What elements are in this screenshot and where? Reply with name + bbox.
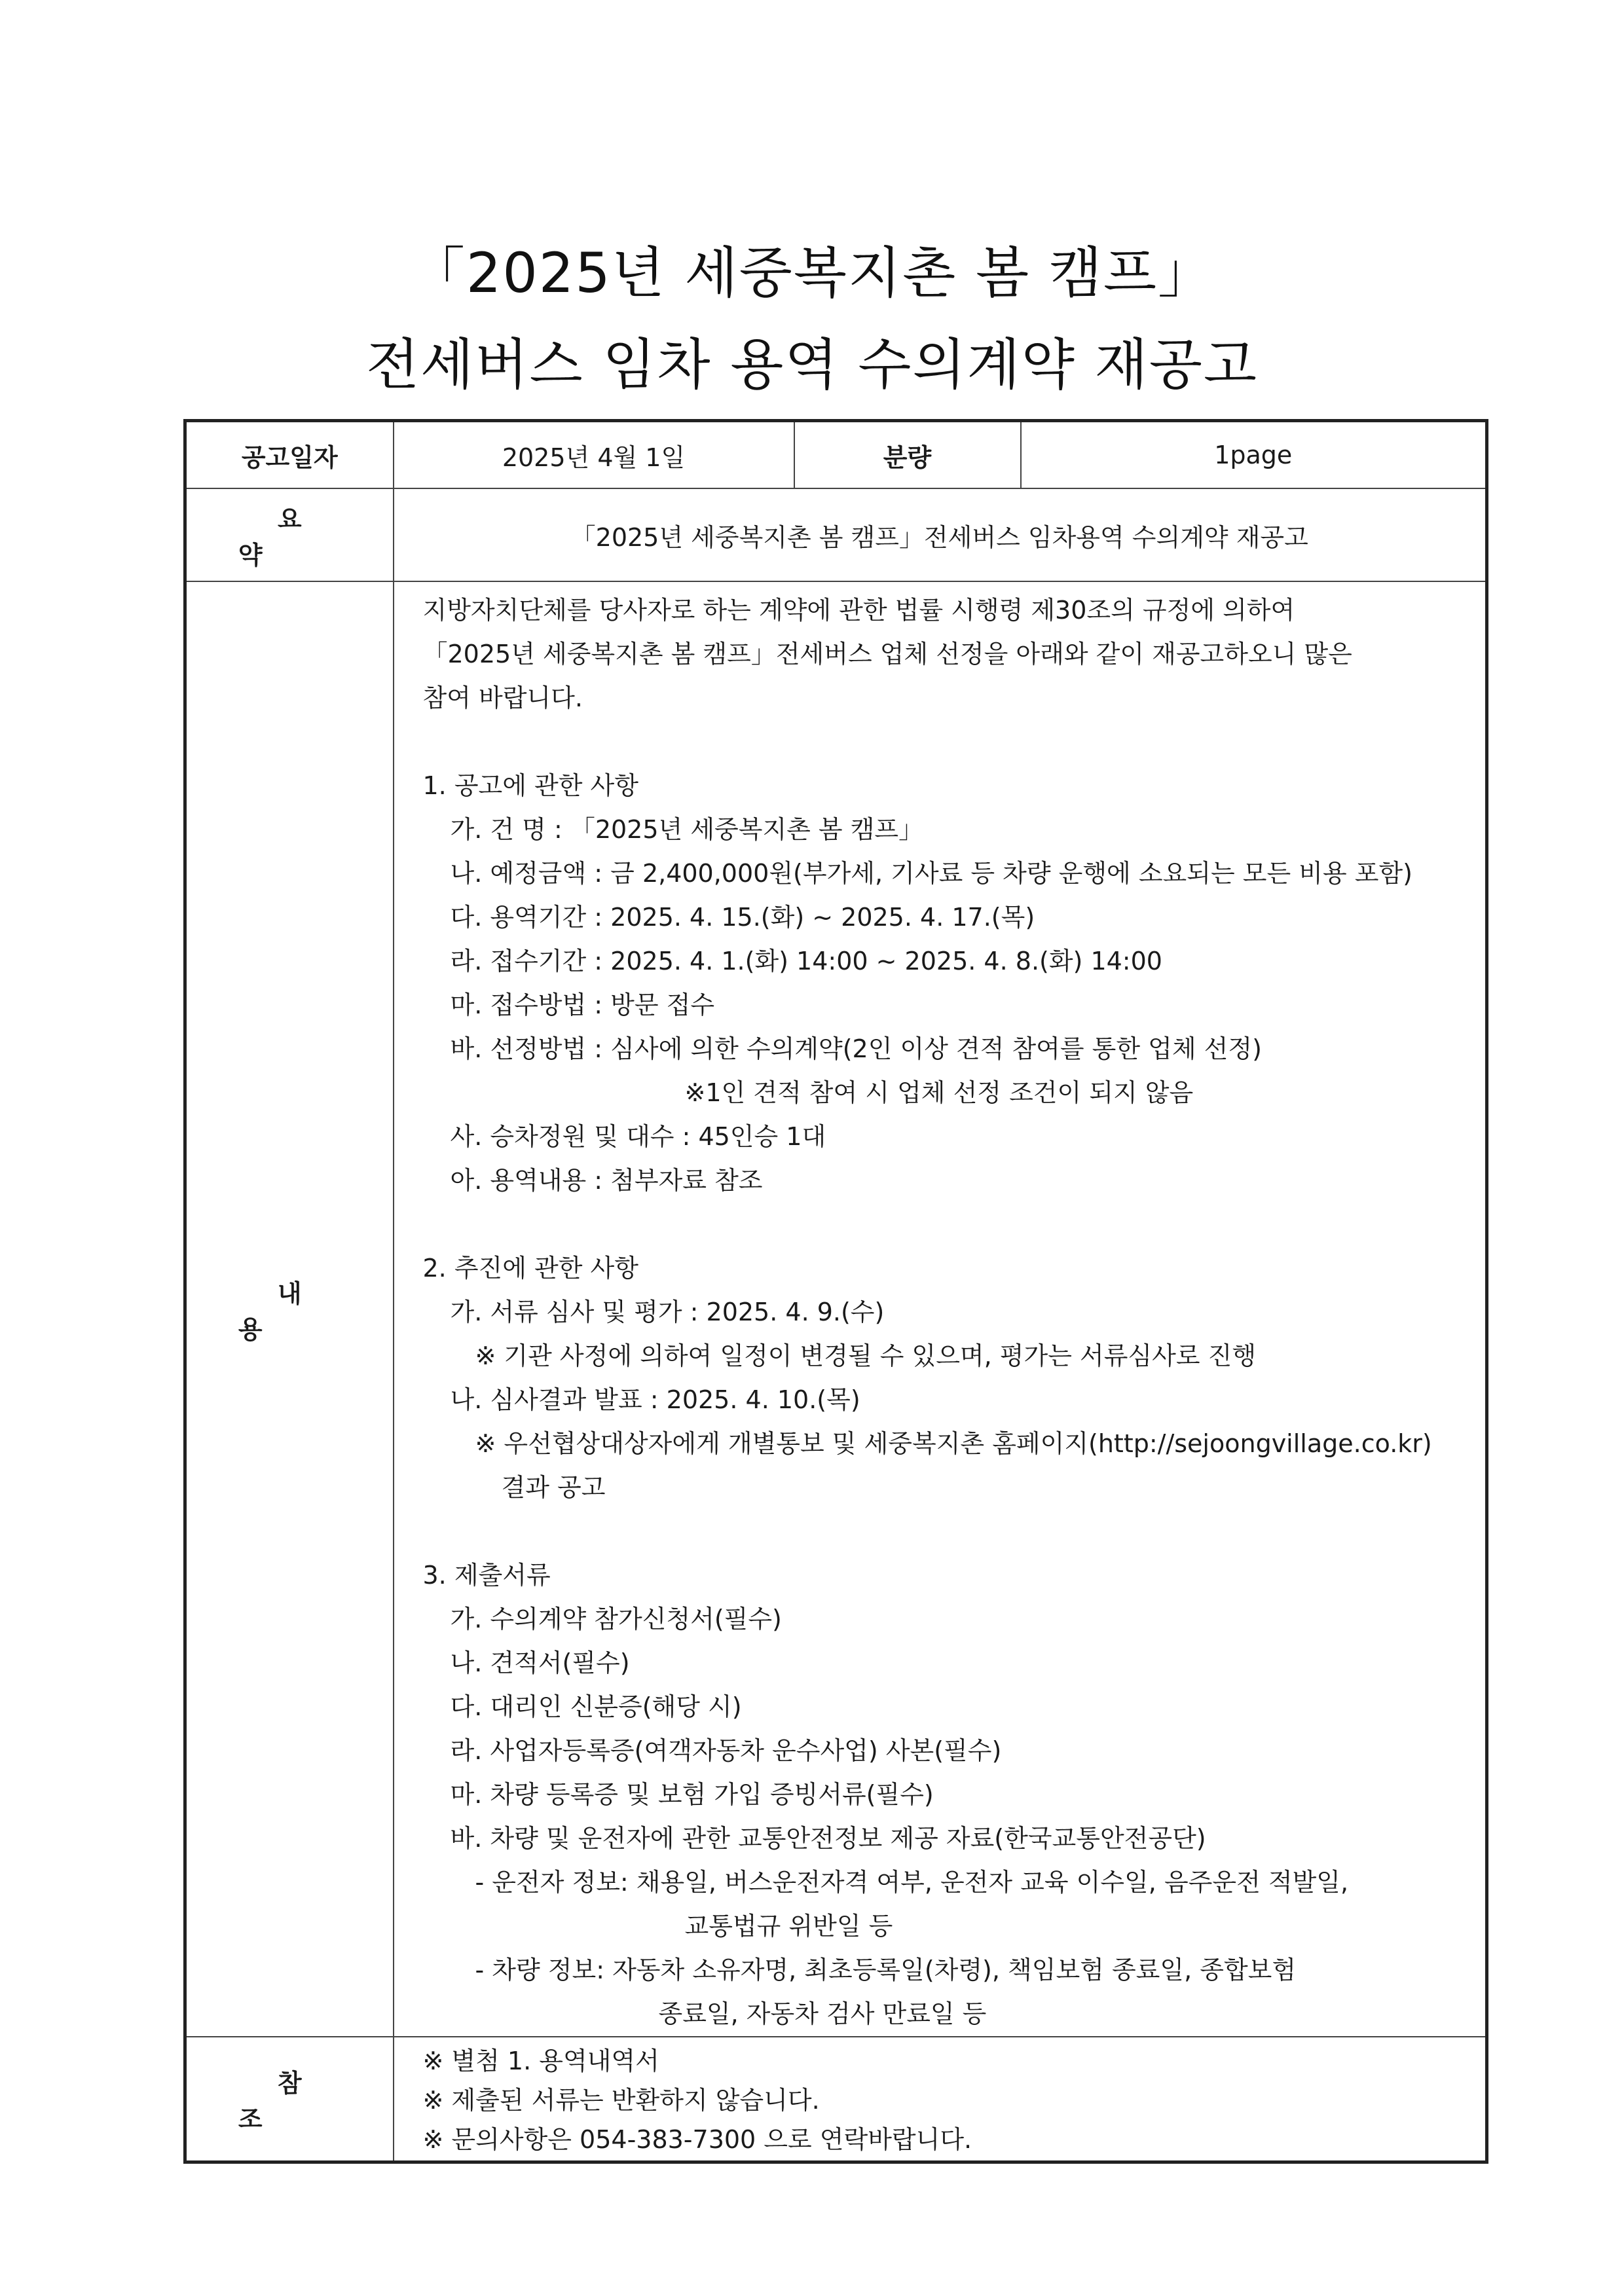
section1-item: 가. 건 명 : 「2025년 세중복지촌 봄 캠프」	[450, 815, 924, 844]
summary-row	[185, 488, 1487, 581]
section3-item: 다. 대리인 신분증(해당 시)	[450, 1692, 742, 1721]
section2-note: ※ 기관 사정에 의하여 일정이 변경될 수 있으며, 평가는 서류심사로 진행	[475, 1341, 1257, 1370]
summary-text: 「2025년 세중복지촌 봄 캠프」전세버스 임차용역 수의계약 재공고	[394, 488, 1487, 581]
pages-label: 분량	[794, 421, 1021, 489]
section1-note: ※1인 견적 참여 시 업체 선정 조건이 되지 않음	[684, 1078, 1194, 1107]
content-body	[394, 581, 1487, 2037]
driver-info-cont: 교통법규 위반일 등	[684, 1912, 893, 1941]
intro-line: 참여 바랍니다.	[422, 683, 583, 712]
section1-heading: 1. 공고에 관한 사항	[422, 771, 638, 800]
summary-label: 요약	[185, 488, 394, 581]
driver-info: - 운전자 정보: 채용일, 버스운전자격 여부, 운전자 교육 이수일, 음주운전 적발일,	[475, 1868, 1349, 1897]
date-value: 2025년 4월 1일	[394, 421, 794, 489]
vehicle-info: - 차량 정보: 자동차 소유자명, 최초등록일(차령), 책임보험 종료일, 종합보험	[475, 1956, 1297, 1984]
section3-item: 나. 견적서(필수)	[450, 1649, 630, 1677]
reference-item: ※ 제출된 서류는 반환하지 않습니다.	[422, 2086, 820, 2115]
section3-item: 라. 사업자등록증(여객자동차 운수사업) 사본(필수)	[450, 1736, 1002, 1765]
intro-line: 지방자치단체를 당사자로 하는 계약에 관한 법률 시행령 제30조의 규정에 의하여	[422, 596, 1295, 625]
section3-item: 바. 차량 및 운전자에 관한 교통안전정보 제공 자료(한국교통안전공단)	[450, 1824, 1206, 1853]
date-label: 공고일자	[185, 421, 394, 489]
section1-item: 아. 용역내용 : 첨부자료 참조	[450, 1166, 763, 1195]
header-row	[185, 421, 1487, 489]
notice-table	[183, 419, 1488, 2164]
section3-heading: 3. 제출서류	[422, 1561, 551, 1590]
section2-heading: 2. 추진에 관한 사항	[422, 1254, 638, 1283]
reference-label: 참조	[185, 2037, 394, 2162]
section1-item: 바. 선정방법 : 심사에 의한 수의계약(2인 이상 견적 참여를 통한 업체 선정)	[450, 1034, 1262, 1063]
reference-row	[185, 2037, 1487, 2162]
section2-item: 가. 서류 심사 및 평가 : 2025. 4. 9.(수)	[450, 1298, 885, 1326]
section1-item: 사. 승차정원 및 대수 : 45인승 1대	[450, 1122, 826, 1151]
reference-body	[394, 2037, 1487, 2162]
section2-item: 나. 심사결과 발표 : 2025. 4. 10.(목)	[450, 1385, 860, 1414]
section3-item: 마. 차량 등록증 및 보험 가입 증빙서류(필수)	[450, 1780, 934, 1809]
vehicle-info-cont: 종료일, 자동차 검사 만료일 등	[658, 1999, 987, 2028]
section1-item: 라. 접수기간 : 2025. 4. 1.(화) 14:00 ~ 2025. 4. 8.(화) 14:00	[450, 947, 1162, 975]
content-label: 내용	[185, 581, 394, 2037]
section1-item: 나. 예정금액 : 금 2,400,000원(부가세, 기사료 등 차량 운행에 소요되는 모든 비용 포함)	[450, 859, 1412, 888]
document-title-line2: 전세버스 임차 용역 수의계약 재공고	[366, 333, 1258, 397]
document-title-line1: 「2025년 세중복지촌 봄 캠프」	[409, 241, 1215, 305]
intro-line: 「2025년 세중복지촌 봄 캠프」전세버스 업체 선정을 아래와 같이 재공고하오니 많은	[422, 640, 1352, 668]
section2-note-cont: 결과 공고	[501, 1473, 606, 1502]
content-row	[185, 581, 1487, 2037]
reference-item: ※ 문의사항은 054-383-7300 으로 연락바랍니다.	[422, 2125, 972, 2154]
reference-item: ※ 별첨 1. 용역내역서	[422, 2047, 659, 2075]
section3-item: 가. 수의계약 참가신청서(필수)	[450, 1605, 782, 1633]
pages-value: 1page	[1021, 421, 1487, 489]
section2-note: ※ 우선협상대상자에게 개별통보 및 세중복지촌 홈페이지(http://sejoongvillage.co.kr)	[475, 1429, 1432, 1458]
section1-item: 다. 용역기간 : 2025. 4. 15.(화) ~ 2025. 4. 17.(목)	[450, 903, 1035, 932]
section1-item: 마. 접수방법 : 방문 접수	[450, 991, 715, 1019]
